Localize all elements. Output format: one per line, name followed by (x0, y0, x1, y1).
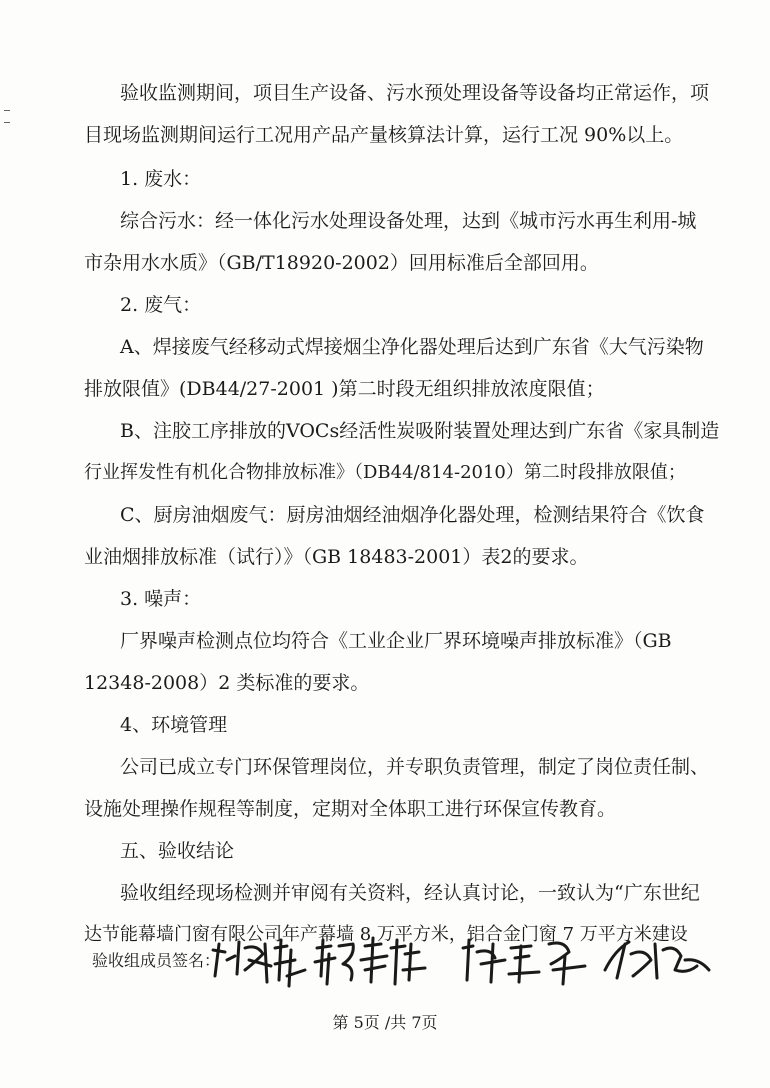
body-line: 厂界噪声检测点位均符合《工业企业厂界环境噪声排放标准》（GB (120, 630, 672, 652)
section-heading-management: 4、环境管理 (120, 714, 228, 736)
body-line: 验收组经现场检测并审阅有关资料，经认真讨论，一致认为“广东世纪 (120, 882, 700, 904)
body-line: 目现场监测期间运行工况用产品产量核算法计算，运行工况 90%以上。 (84, 124, 684, 146)
signature-label: 验收组成员签名： (92, 951, 221, 970)
body-line: 设施处理操作规程等制度，定期对全体职工进行环保宣传教育。 (84, 798, 617, 820)
body-line: 行业挥发性有机化合物排放标准》（DB44/814-2010）第二时段排放限值； (84, 462, 686, 483)
scan-edge-mark (4, 122, 10, 123)
section-heading-noise: 3. 噪声： (120, 588, 202, 610)
handwritten-signatures (205, 930, 725, 1000)
body-line: 验收监测期间，项目生产设备、污水预处理设备等设备均正常运作，项 (120, 82, 710, 104)
body-line: C、厨房油烟废气：厨房油烟经油烟净化器处理，检测结果符合《饮食 (120, 504, 705, 526)
section-heading-conclusion: 五、验收结论 (120, 840, 235, 862)
scan-edge-mark (4, 110, 10, 111)
body-line: 公司已成立专门环保管理岗位，并专职负责管理，制定了岗位责任制、 (120, 756, 710, 778)
section-heading-wastewater: 1. 废水： (120, 168, 202, 190)
body-line: 12348-2008）2 类标准的要求。 (84, 672, 370, 694)
body-line: B、注胶工序排放的VOCs经活性炭吸附装置处理达到广东省《家具制造 (120, 420, 720, 442)
body-line: 排放限值》(DB44/27-2001 )第二时段无组织排放浓度限值； (84, 378, 605, 400)
body-line: A、焊接废气经移动式焊接烟尘净化器处理后达到广东省《大气污染物 (120, 336, 704, 358)
body-line: 业油烟排放标准（试行）》（GB 18483-2001）表2的要求。 (84, 546, 589, 568)
page-footer: 第 5页 /共 7页 (332, 1013, 438, 1032)
body-line: 市杂用水水质》（GB/T18920-2002）回用标准后全部回用。 (84, 252, 599, 274)
body-line: 综合污水：经一体化污水处理设备处理，达到《城市污水再生利用-城 (120, 210, 697, 232)
section-heading-exhaust: 2. 废气： (120, 294, 202, 316)
body-line: 达节能幕墙门窗有限公司年产幕墙 8 万平方米，铝合金门窗 7 万平方米建设 (84, 924, 688, 945)
